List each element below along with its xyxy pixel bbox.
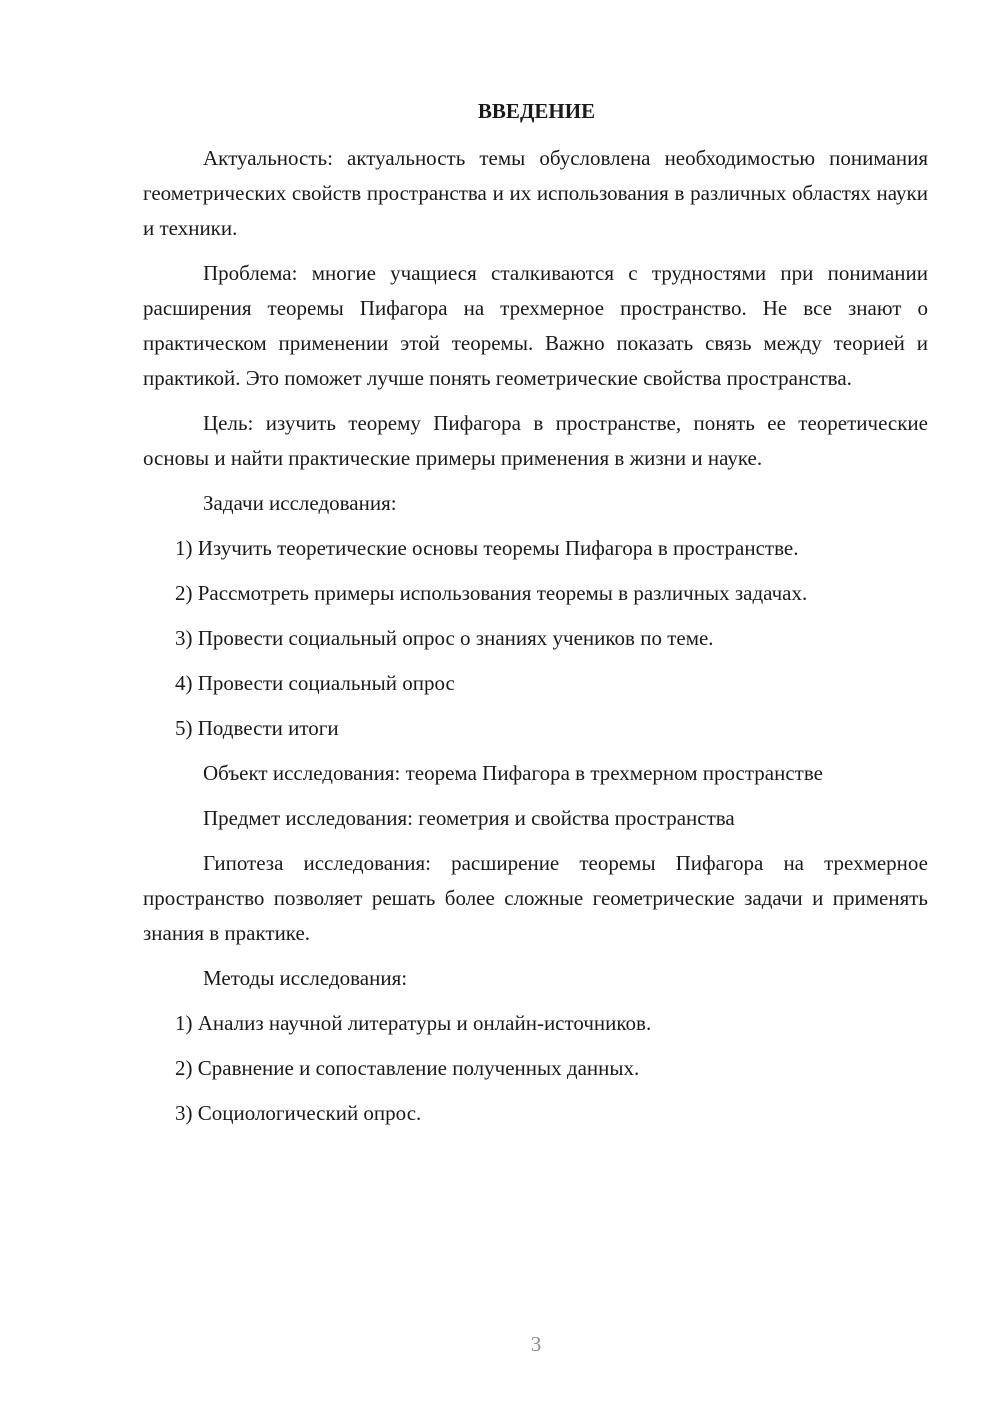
task-item-5: 5) Подвести итоги [175,716,339,740]
goal-paragraph: Цель: изучить теорему Пифагора в пространстве, понять ее теоретические основы и найти практические примеры применения в жизни и науке. [143,411,928,470]
method-item-1: 1) Анализ научной литературы и онлайн-источников. [175,1011,652,1035]
hypothesis-paragraph: Гипотеза исследования: расширение теоремы Пифагора на трехмерное пространство позволяет решать более сложные геометрические задачи и применять знания в практике. [143,851,928,945]
task-item-3: 3) Провести социальный опрос о знаниях учеников по теме. [175,626,714,650]
methods-heading: Методы исследования: [203,966,408,990]
method-item-3: 3) Социологический опрос. [175,1101,422,1125]
problem-paragraph: Проблема: многие учащиеся сталкиваются с трудностями при понимании расширения теоремы Пифагора на трехмерное пространство. Не все знают о практическом применении этой теоремы. Важно показать связь между теорией и практикой. Это поможет лучше понять геометрические свойства пространства. [143,261,928,390]
task-item-4: 4) Провести социальный опрос [175,671,455,695]
page-number: 3 [530,1332,542,1356]
relevance-paragraph: Актуальность: актуальность темы обусловлена необходимостью понимания геометрических свойств пространства и их использования в различных областях науки и техники. [143,146,928,240]
task-item-2: 2) Рассмотреть примеры использования теоремы в различных задачах. [175,581,808,605]
tasks-heading: Задачи исследования: [203,491,397,515]
page-title: ВВЕДЕНИЕ [477,99,596,123]
subject-paragraph: Предмет исследования: геометрия и свойства пространства [203,806,735,830]
page-content [143,94,928,1141]
method-item-2: 2) Сравнение и сопоставление полученных данных. [175,1056,640,1080]
task-item-1: 1) Изучить теоретические основы теоремы Пифагора в пространстве. [175,536,799,560]
object-paragraph: Объект исследования: теорема Пифагора в трехмерном пространстве [203,761,823,785]
